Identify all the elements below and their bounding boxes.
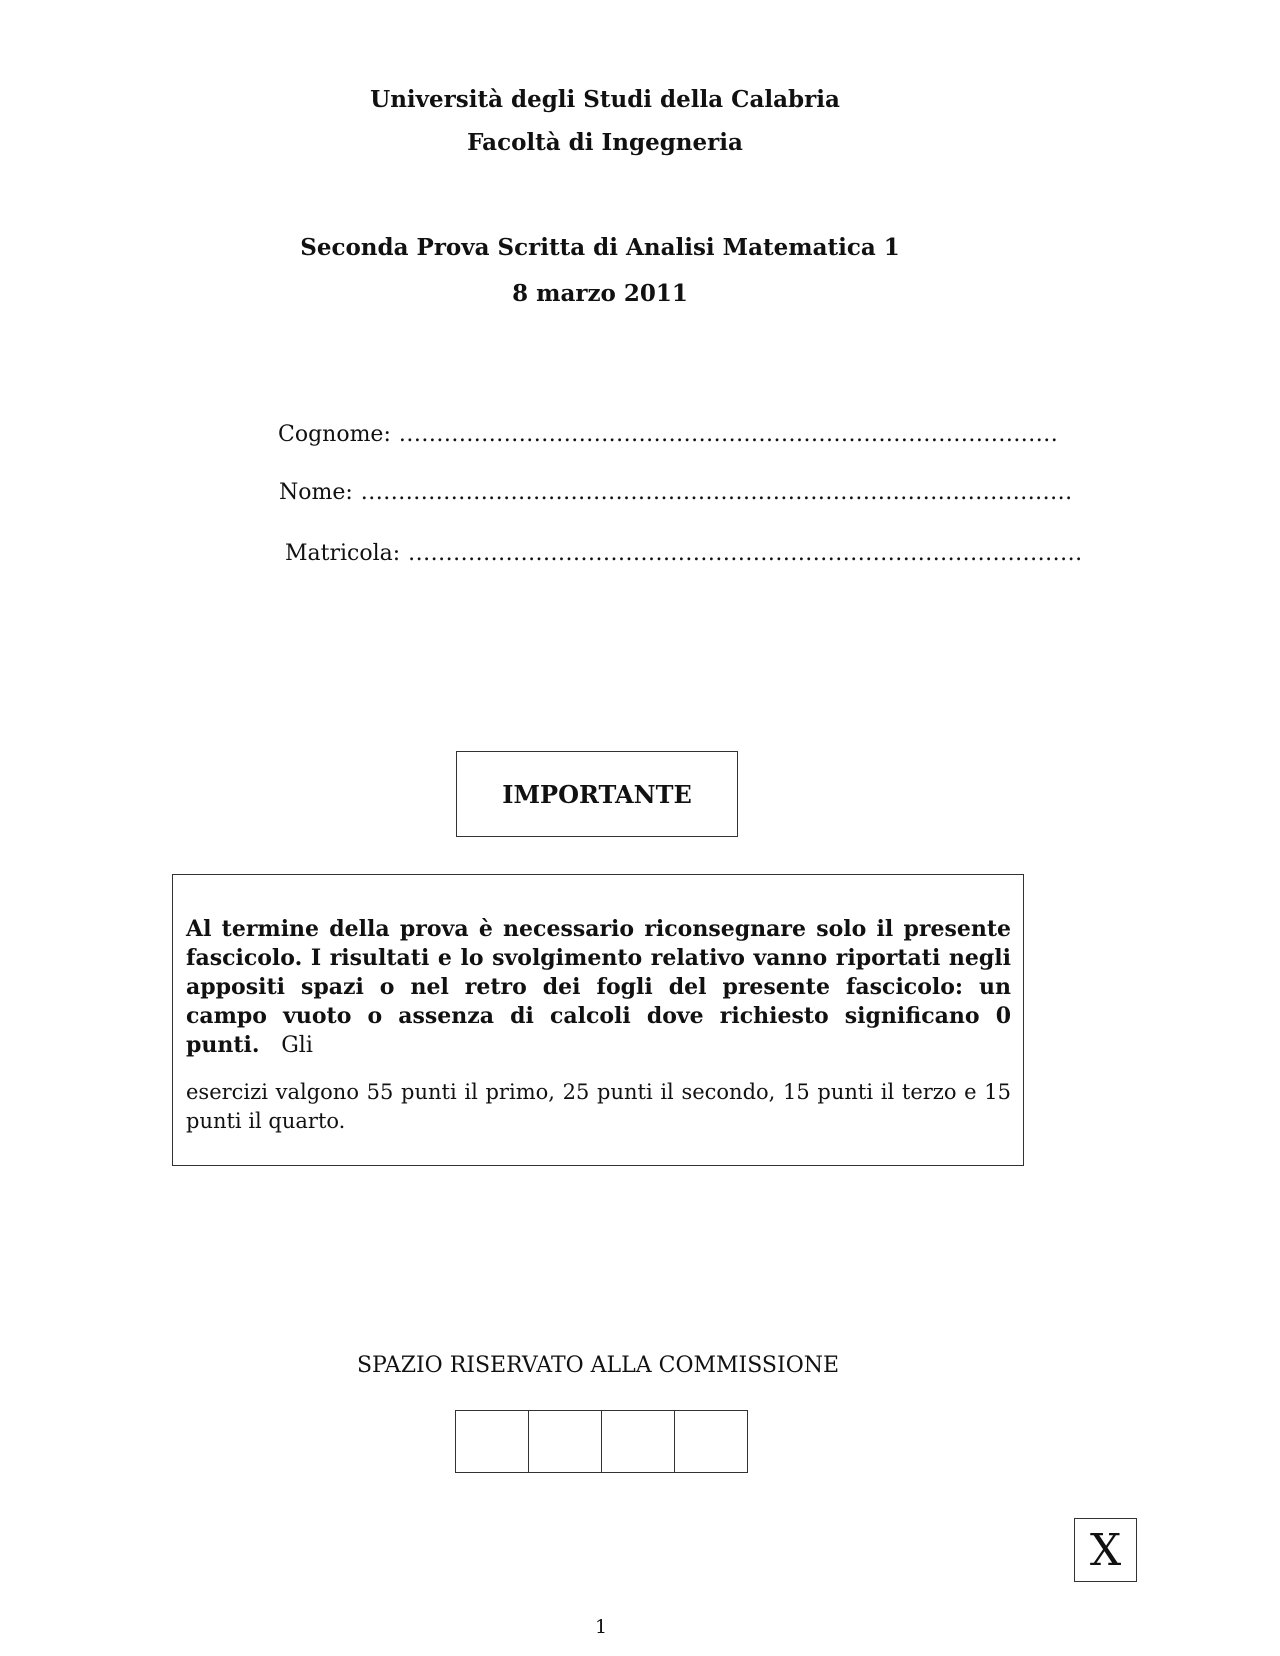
score-cell-3 xyxy=(602,1411,675,1472)
score-grid xyxy=(455,1410,748,1473)
notice-box xyxy=(172,874,1024,1166)
exam-title: Seconda Prova Scritta di Analisi Matematica 1 xyxy=(300,234,900,261)
cognome-dots: ........................................................................................ xyxy=(398,422,1059,447)
matricola-label: Matricola: xyxy=(285,541,401,566)
nome-field[interactable] xyxy=(279,479,1073,507)
faculty-name: Facoltà di Ingegneria xyxy=(467,129,743,156)
page-number: 1 xyxy=(594,1616,608,1638)
score-cell-2 xyxy=(529,1411,602,1472)
matricola-field[interactable] xyxy=(285,540,1083,568)
notice-bold-main: Al termine della prova è necessario riconsegnare solo il presente fascicolo. I risultati e lo svolgimento relativo vanno riportati negli appositi spazi o nel retro dei fogli del presente fascicolo: un campo vuoto o assenza di calcoli dove richiesto significano 0 punti. xyxy=(186,916,1011,1058)
commission-title: SPAZIO RISERVATO ALLA COMMISSIONE xyxy=(356,1353,840,1378)
mark-box xyxy=(1074,1518,1137,1582)
matricola-dots: .......................................................................................... xyxy=(408,541,1083,566)
notice-bold-text xyxy=(186,915,1011,1060)
university-name: Università degli Studi della Calabria xyxy=(370,86,840,113)
exam-date: 8 marzo 2011 xyxy=(512,280,688,307)
notice-bold-tail: Gli xyxy=(281,1033,313,1058)
mark-letter: X xyxy=(1089,1524,1122,1576)
nome-dots: ............................................................................................... xyxy=(360,480,1073,505)
nome-label: Nome: xyxy=(279,480,353,505)
important-box xyxy=(456,751,738,837)
notice-normal-text: esercizi valgono 55 punti il primo, 25 punti il secondo, 15 punti il terzo e 15 punti il quarto. xyxy=(186,1080,1011,1133)
score-cell-1 xyxy=(456,1411,529,1472)
cognome-label: Cognome: xyxy=(278,422,391,447)
important-title: IMPORTANTE xyxy=(502,779,692,809)
cognome-field[interactable] xyxy=(278,421,1059,449)
score-cell-4 xyxy=(675,1411,747,1472)
